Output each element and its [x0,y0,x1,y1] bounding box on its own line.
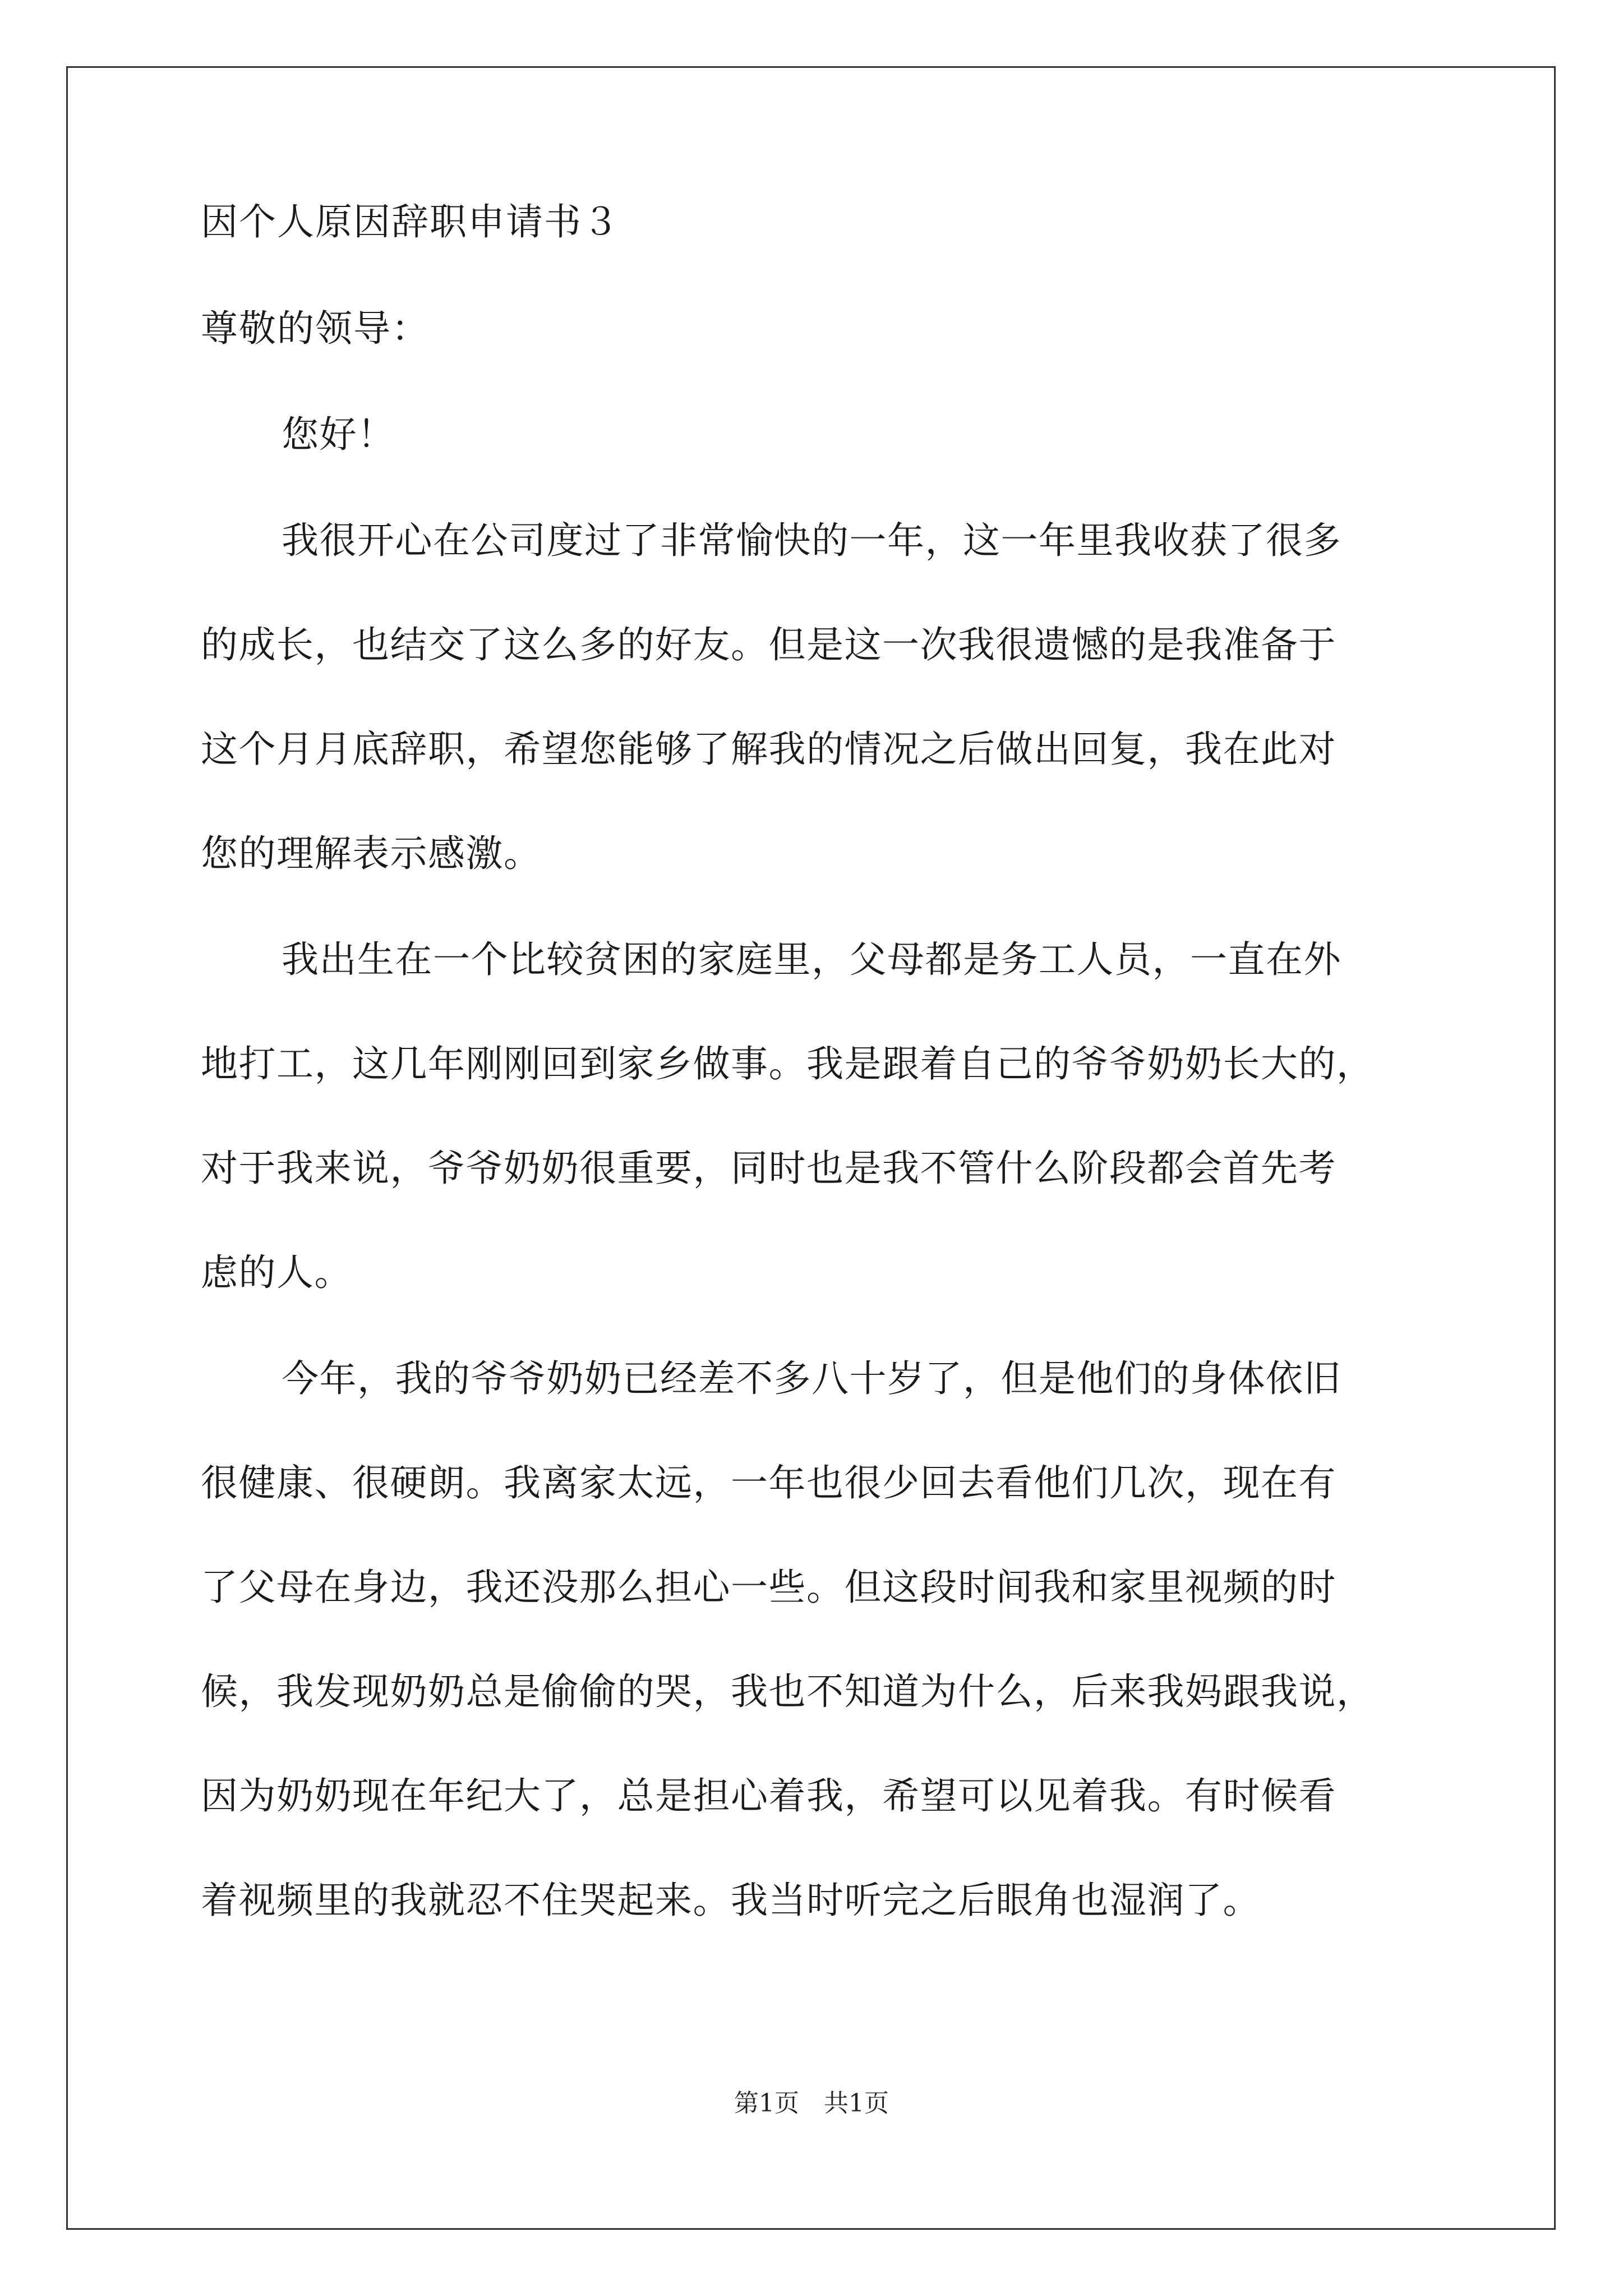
paragraph-1 [201,521,1446,874]
paragraph-line: 候，我发现奶奶总是偷偷的哭，我也不知道为什么，后来我妈跟我说， [201,1670,1375,1713]
paragraph-line: 很健康、很硬朗。我离家太远，一年也很少回去看他们几次，现在有 [201,1461,1336,1504]
paragraph-line: 我很开心在公司度过了非常愉快的一年，这一年里我收获了很多 [282,519,1341,562]
document-body [201,202,1446,1986]
greeting: 您好！ [282,413,395,456]
paragraph-3 [201,1359,1446,1921]
paragraph-line: 地打工，这几年刚刚回到家乡做事。我是跟着自己的爷爷奶奶长大的， [201,1042,1375,1085]
paragraph-line: 您的理解表示感激。 [201,832,542,875]
paragraph-2 [201,940,1446,1293]
page-number: 第1页 共1页 [734,2089,889,2118]
paragraph-line: 着视频里的我就忍不住哭起来。我当时听完之后眼角也湿润了。 [201,1879,1261,1922]
paragraph-line: 对于我来说，爷爷奶奶很重要，同时也是我不管什么阶段都会首先考 [201,1147,1336,1190]
document-title: 因个人原因辞职申请书３ [201,200,620,243]
paragraph-line: 我出生在一个比较贫困的家庭里，父母都是务工人员，一直在外 [282,938,1341,981]
paragraph-line: 的成长，也结交了这么多的好友。但是这一次我很遗憾的是我准备于 [201,623,1336,666]
paragraph-line: 今年，我的爷爷奶奶已经差不多八十岁了，但是他们的身体依旧 [282,1357,1341,1400]
paragraph-line: 因为奶奶现在年纪大了，总是担心着我，希望可以见着我。有时候看 [201,1774,1336,1818]
paragraph-line: 虑的人。 [201,1251,352,1294]
salutation: 尊敬的领导： [201,307,430,350]
paragraph-line: 了父母在身边，我还没那么担心一些。但这段时间我和家里视频的时 [201,1566,1336,1609]
paragraph-line: 这个月月底辞职，希望您能够了解我的情况之后做出回复，我在此对 [201,728,1336,771]
